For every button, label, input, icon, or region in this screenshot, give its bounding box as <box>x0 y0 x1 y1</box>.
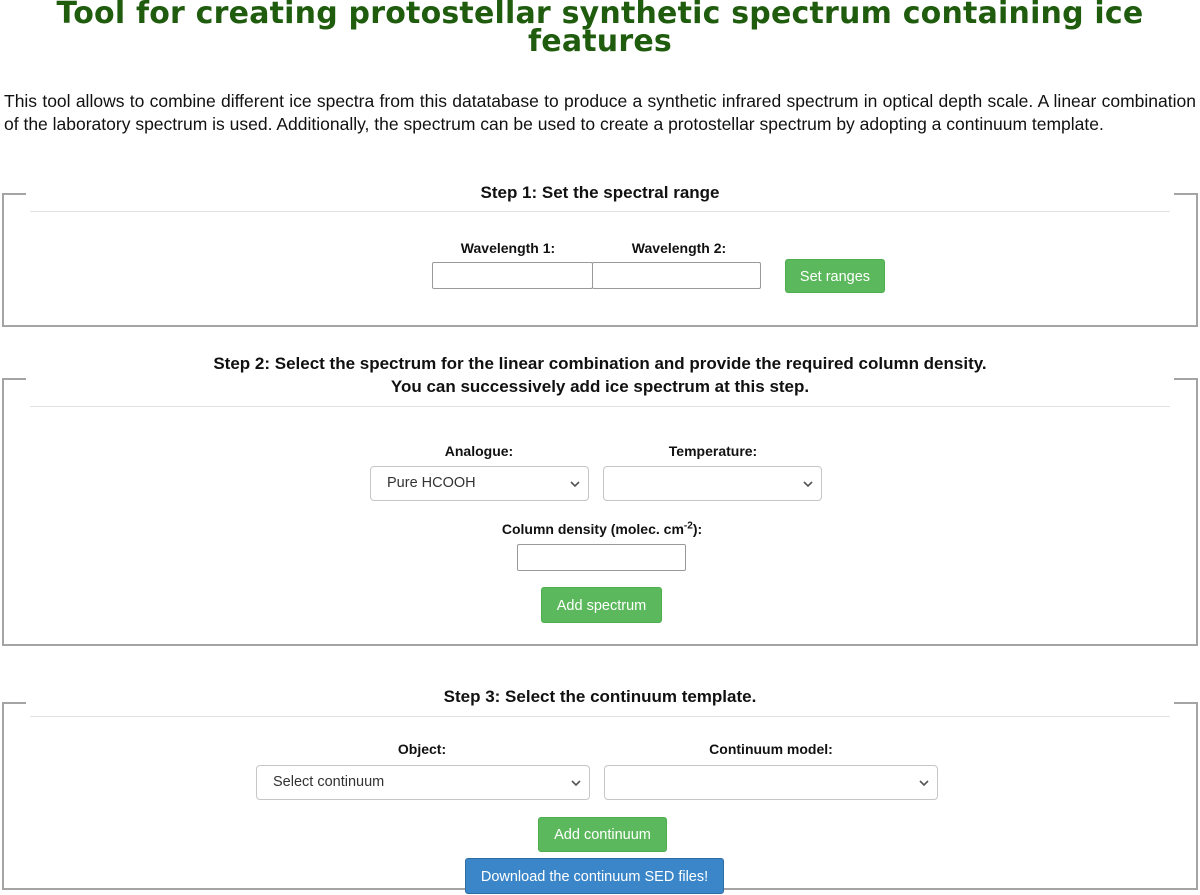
add-spectrum-button[interactable]: Add spectrum <box>541 587 662 623</box>
column-density-input[interactable] <box>517 544 686 571</box>
intro-text: This tool allows to combine different ice spectra from this datatabase to produce a synthetic infrared spectrum in optical depth scale. A linear combination of the laboratory spectrum is used. Additionally, the spectrum can be used to create a protostellar spectrum by adopting a continuum template. <box>4 91 1196 134</box>
step2-panel <box>2 354 1198 646</box>
object-select-value: Select continuum <box>273 774 385 790</box>
step2-divider <box>30 406 1170 407</box>
chevron-down-icon <box>803 480 813 488</box>
chevron-down-icon <box>570 480 580 488</box>
step1-divider <box>30 211 1170 212</box>
download-continuum-sed-button[interactable]: Download the continuum SED files! <box>465 858 724 894</box>
set-ranges-button[interactable]: Set ranges <box>785 259 885 293</box>
chevron-down-icon <box>571 779 581 787</box>
step1-legend: Step 1: Set the spectral range <box>480 183 720 202</box>
step3-legend: Step 3: Select the continuum template. <box>443 687 757 706</box>
column-density-label <box>452 520 752 538</box>
analogue-label: Analogue: <box>444 443 514 459</box>
object-select[interactable] <box>256 765 590 800</box>
wavelength1-label: Wavelength 1: <box>460 240 556 256</box>
step1-panel <box>2 183 1198 327</box>
temperature-select[interactable] <box>603 466 822 501</box>
column-density-label-text: Column density (molec. cm <box>501 521 684 537</box>
analogue-select-value: Pure HCOOH <box>387 475 476 491</box>
page-title: Tool for creating protostellar synthetic spectrum containing ice features <box>56 0 1144 59</box>
continuum-model-select[interactable] <box>604 765 938 800</box>
column-density-label-end: ): <box>692 521 703 537</box>
step3-divider <box>30 716 1170 717</box>
continuum-model-label: Continuum model: <box>709 741 833 757</box>
add-continuum-button[interactable]: Add continuum <box>538 817 667 852</box>
column-density-exponent: -2 <box>683 520 693 532</box>
wavelength2-label: Wavelength 2: <box>631 240 727 256</box>
step2-legend-line2: You can successively add ice spectrum at this step. <box>390 377 810 396</box>
wavelength2-input[interactable] <box>592 262 761 289</box>
analogue-select[interactable] <box>370 466 589 501</box>
chevron-down-icon <box>919 779 929 787</box>
temperature-label: Temperature: <box>668 443 758 459</box>
object-label: Object: <box>397 741 447 757</box>
wavelength1-input[interactable] <box>432 262 593 289</box>
step2-legend-line1: Step 2: Select the spectrum for the linear combination and provide the required column density. <box>213 354 987 373</box>
